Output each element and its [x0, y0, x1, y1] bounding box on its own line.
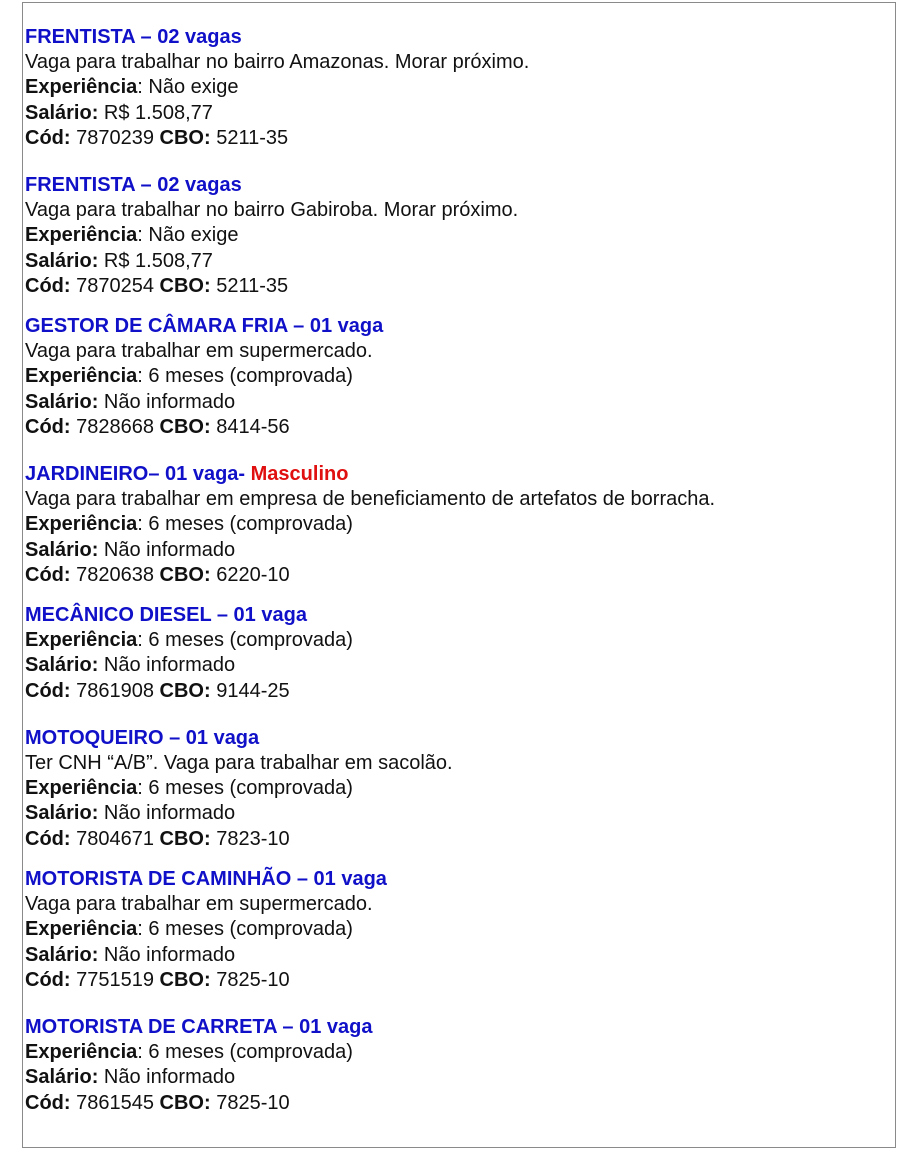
- job-title: FRENTISTA – 02 vagas: [25, 26, 242, 48]
- job-codes: Cód: 7870254 CBO: 5211-35: [25, 274, 289, 297]
- job-listing: [25, 726, 885, 852]
- job-listing: [25, 314, 885, 440]
- job-experience: Experiência: Não exige: [25, 76, 239, 99]
- job-listing: [25, 867, 885, 993]
- gender-highlight: Masculino: [245, 463, 349, 486]
- job-description: Vaga para trabalhar no bairro Gabiroba. Morar próximo.: [25, 199, 519, 222]
- job-experience: Experiência: 6 meses (comprovada): [25, 918, 353, 941]
- job-salary: Salário: Não informado: [25, 802, 236, 825]
- job-title: MOTORISTA DE CAMINHÃO – 01 vaga: [25, 867, 387, 890]
- job-description: Vaga para trabalhar em supermercado.: [25, 340, 373, 363]
- job-listing: [25, 1015, 885, 1116]
- job-codes: Cód: 7861908 CBO: 9144-25: [25, 679, 290, 702]
- job-experience: Experiência: Não exige: [25, 224, 239, 247]
- job-description: Ter CNH “A/B”. Vaga para trabalhar em sacolão.: [25, 752, 453, 775]
- job-listings: [25, 25, 885, 1116]
- job-listing: [25, 462, 885, 588]
- job-codes: Cód: 7804671 CBO: 7823-10: [25, 827, 290, 850]
- job-experience: Experiência: 6 meses (comprovada): [25, 629, 353, 652]
- job-title: JARDINEIRO– 01 vaga- Masculino: [25, 463, 349, 486]
- job-experience: Experiência: 6 meses (comprovada): [25, 513, 353, 536]
- job-codes: Cód: 7870239 CBO: 5211-35: [25, 126, 289, 149]
- job-codes: Cód: 7861545 CBO: 7825-10: [25, 1091, 290, 1114]
- job-codes: Cód: 7828668 CBO: 8414-56: [25, 415, 290, 438]
- job-title: MOTORISTA DE CARRETA – 01 vaga: [25, 1015, 373, 1038]
- job-salary: Salário: Não informado: [25, 654, 236, 677]
- job-experience: Experiência: 6 meses (comprovada): [25, 365, 353, 388]
- job-description: Vaga para trabalhar no bairro Amazonas. Morar próximo.: [25, 51, 530, 74]
- job-listing: [25, 25, 885, 151]
- job-description: Vaga para trabalhar em empresa de beneficiamento de artefatos de borracha.: [25, 488, 716, 511]
- job-listing: [25, 603, 885, 704]
- job-codes: Cód: 7751519 CBO: 7825-10: [25, 968, 290, 991]
- job-salary: Salário: Não informado: [25, 943, 236, 966]
- job-salary: Salário: R$ 1.508,77: [25, 249, 213, 272]
- job-title: GESTOR DE CÂMARA FRIA – 01 vaga: [25, 315, 384, 338]
- job-title: MOTOQUEIRO – 01 vaga: [25, 726, 260, 749]
- job-title: MECÂNICO DIESEL – 01 vaga: [25, 604, 307, 627]
- job-description: Vaga para trabalhar em supermercado.: [25, 893, 373, 916]
- job-experience: Experiência: 6 meses (comprovada): [25, 777, 353, 800]
- job-title: FRENTISTA – 02 vagas: [25, 174, 242, 197]
- job-salary: Salário: Não informado: [25, 390, 236, 413]
- job-salary: Salário: Não informado: [25, 538, 236, 561]
- job-salary: Salário: R$ 1.508,77: [25, 101, 213, 124]
- job-salary: Salário: Não informado: [25, 1066, 236, 1089]
- job-experience: Experiência: 6 meses (comprovada): [25, 1041, 353, 1064]
- job-listing: [25, 173, 885, 299]
- job-codes: Cód: 7820638 CBO: 6220-10: [25, 563, 290, 586]
